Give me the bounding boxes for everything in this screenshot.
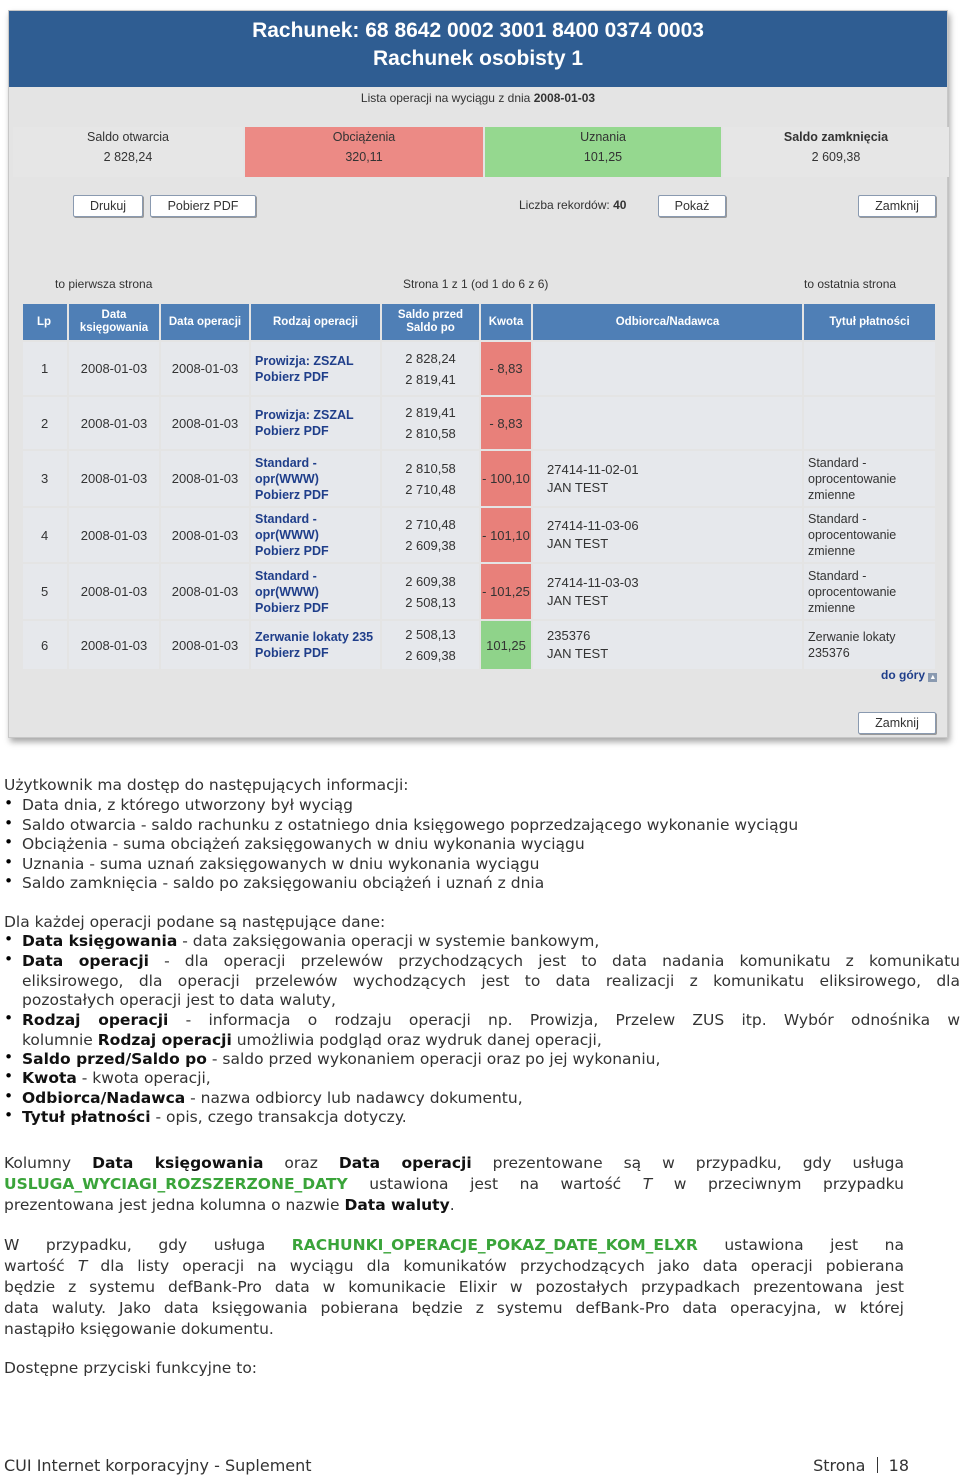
operation-date: 2008-01-03: [161, 397, 249, 449]
account-statement-screenshot: [8, 10, 948, 738]
field-term: Kwota: [22, 1069, 77, 1087]
summary-cell: [13, 127, 243, 177]
paragraph-dates: [4, 1236, 904, 1341]
booking-date: 2008-01-03: [69, 451, 159, 506]
get-pdf-button[interactable]: Pobierz PDF: [150, 195, 256, 217]
field-description: umożliwia podgląd oraz wydruk danej operacji,: [231, 1030, 602, 1049]
field-description: - saldo przed wykonaniem operacji oraz po jej wykonaniu,: [206, 1050, 661, 1068]
payment-title-line: oprocentowanie: [808, 584, 897, 599]
field-term: Data księgowania: [22, 932, 178, 950]
field-description: kolumnie: [22, 1030, 98, 1049]
p1-text-c: oraz: [263, 1154, 339, 1172]
operation-field-item: [22, 1069, 960, 1089]
list-header-prefix: Lista operacji na wyciągu z dnia: [360, 91, 531, 105]
payment-title-cell: [804, 342, 935, 395]
p2-text-a: W przypadku, gdy usługa: [4, 1236, 292, 1254]
party-line: 27414-11-02-01: [547, 461, 639, 477]
balance-cell: [382, 564, 479, 619]
payment-title-line: Standard -: [808, 455, 867, 470]
p1-bold-1: Data księgowania: [92, 1154, 264, 1172]
summary-value: 2 609,38: [811, 150, 861, 164]
p1-text-h: .: [449, 1196, 455, 1214]
row-number: 1: [23, 342, 67, 395]
balance-after: 2 609,38: [405, 648, 456, 663]
party-cell: [533, 451, 802, 506]
payment-title-line: zmienne: [808, 487, 856, 502]
last-page-link[interactable]: to ostatnia strona: [804, 277, 897, 291]
operation-type-cell: [251, 621, 380, 669]
amount-cell: - 101,25: [481, 564, 531, 619]
payment-title-cell: [804, 621, 935, 669]
field-description: - data zaksięgowania operacji w systemie bankowym,: [177, 932, 600, 950]
column-header: Odbiorca/Nadawca: [533, 304, 802, 340]
operation-type-cell: [251, 564, 380, 619]
field-description: - kwota operacji,: [76, 1069, 211, 1087]
payment-title-line: zmienne: [808, 544, 856, 558]
party-line: 235376: [547, 628, 591, 643]
p1-bold-2: Data operacji: [338, 1154, 472, 1172]
payment-title-line: Zerwanie lokaty: [808, 630, 896, 644]
summary-value: 101,25: [583, 150, 623, 164]
doc-intro: Użytkownik ma dostęp do następujących informacji:: [4, 776, 409, 794]
balance-cell: [382, 451, 479, 506]
get-pdf-link[interactable]: Pobierz PDF: [255, 544, 329, 558]
column-header: Tytuł płatności: [804, 304, 935, 340]
ops-intro: Dla każdej operacji podane są następujące dane:: [4, 913, 386, 931]
column-header: Lp: [23, 304, 67, 340]
operation-type-cell: [251, 508, 380, 562]
party-line: JAN TEST: [547, 479, 609, 495]
field-description: pozostałych operacji jest to data waluty,: [22, 991, 336, 1009]
payment-title-line: oprocentowanie: [808, 471, 897, 486]
column-header: Rodzaj operacji: [251, 304, 380, 340]
bullet-icon: •: [4, 813, 14, 832]
operation-type-link[interactable]: opr(WWW): [255, 528, 319, 542]
buttons-intro: Dostępne przyciski funkcyjne to:: [4, 1359, 258, 1377]
party-cell: [533, 397, 802, 449]
footer-title: CUI Internet korporacyjny - Suplement: [4, 1456, 312, 1475]
balance-before: 2 609,38: [405, 573, 456, 589]
p1-service-name: USLUGA_WYCIAGI_ROZSZERZONE_DATY: [4, 1175, 348, 1193]
column-header: Data księgowania: [69, 304, 159, 340]
p2-line-4: data waluty. Jako data księgowania pobierana będzie z systemu defBank-Pro data operacyjna, w której: [4, 1299, 904, 1317]
footer-page: [813, 1456, 909, 1475]
bullet-icon: •: [4, 1087, 14, 1105]
p2-text-d: dla listy operacji na wyciągu dla komunikatów przychodzących jako data operacji pobierana: [87, 1257, 904, 1275]
bullet-icon: •: [4, 872, 14, 890]
operation-type-link[interactable]: opr(WWW): [255, 584, 319, 599]
row-number: 4: [23, 508, 67, 562]
summary-value: 320,11: [345, 150, 383, 164]
payment-title-cell: [804, 451, 935, 506]
column-header: Kwota: [481, 304, 531, 340]
booking-date: 2008-01-03: [69, 342, 159, 395]
party-line: JAN TEST: [547, 646, 609, 661]
footer-page-label: Strona: [813, 1456, 866, 1475]
summary-label: Obciążenia: [332, 130, 396, 144]
print-button[interactable]: Drukuj: [73, 195, 143, 217]
balance-after: 2 710,48: [405, 481, 456, 497]
balance-cell: [382, 397, 479, 449]
summary-label: Uznania: [580, 130, 626, 144]
operation-type-cell: [251, 397, 380, 449]
list-header-date: 2008-01-03: [533, 91, 596, 105]
operation-field-item: [22, 1108, 960, 1128]
balance-cell: [382, 342, 479, 395]
get-pdf-link[interactable]: Pobierz PDF: [255, 369, 329, 384]
close-button-top[interactable]: Zamknij: [858, 195, 936, 217]
p2-line-3: będzie z systemu defBank-Pro data w komunikacie Elixir w pozostałych przypadkach prezentowana jest: [4, 1278, 904, 1296]
footer-page-number: 18: [888, 1456, 909, 1475]
field-description: - opis, czego transakcja dotyczy.: [150, 1108, 407, 1126]
records-label: Liczba rekordów:: [519, 198, 610, 212]
operation-type-link[interactable]: Zerwanie lokaty 235: [255, 630, 374, 644]
p1-text-d: prezentowane są w przypadku, gdy usługa: [471, 1154, 904, 1172]
field-description: - informacja o rodzaju operacji np. Prowizja, Przelew ZUS itp. Wybór odnośnika w: [168, 1011, 960, 1029]
info-bullet: Data dnia, z którego utworzony był wyciąg: [22, 796, 354, 814]
bullet-icon: •: [4, 1106, 14, 1124]
bullet-icon: •: [4, 1067, 14, 1085]
operation-type-link[interactable]: Prowizja: ZSZAL: [255, 408, 354, 422]
p1-text-g: prezentowana jest jedna kolumna o nazwie: [4, 1196, 345, 1214]
party-line: 27414-11-03-03: [547, 574, 639, 590]
account-number: Rachunek: 68 8642 0002 3001 8400 0374 0003: [252, 19, 704, 42]
bullet-icon: •: [4, 950, 14, 968]
get-pdf-link[interactable]: Pobierz PDF: [255, 600, 329, 615]
summary-cell: [245, 127, 483, 177]
party-line: 27414-11-03-06: [547, 518, 639, 533]
balance-after: 2 819,41: [405, 371, 456, 387]
payment-title-line: zmienne: [808, 600, 856, 615]
bullet-icon: •: [4, 1048, 14, 1066]
row-number: 3: [23, 451, 67, 506]
operation-field-item: [22, 1011, 960, 1050]
first-page-link[interactable]: to pierwsza strona: [55, 277, 153, 291]
operation-type-link[interactable]: Standard -: [255, 455, 317, 470]
payment-title-cell: [804, 397, 935, 449]
close-button-bottom[interactable]: Zamknij: [858, 712, 936, 734]
p1-text-a: Kolumny: [4, 1154, 93, 1172]
booking-date: 2008-01-03: [69, 621, 159, 669]
show-button[interactable]: Pokaż: [658, 195, 726, 217]
info-bullet: Saldo otwarcia - saldo rachunku z ostatniego dnia księgowego poprzedzającego wykonanie wyciągu: [22, 815, 799, 834]
payment-title-line: Standard -: [808, 568, 867, 583]
operation-date: 2008-01-03: [161, 451, 249, 506]
operation-field-item: [22, 932, 960, 952]
field-term: Rodzaj operacji: [97, 1030, 232, 1049]
account-title-bar: [9, 11, 947, 87]
field-term: Rodzaj operacji: [22, 1011, 169, 1029]
party-cell: [533, 564, 802, 619]
records-value[interactable]: 40: [613, 198, 627, 212]
field-description: - dla operacji przelewów przychodzących jest to data nadania komunikatu z komunikatu: [148, 952, 960, 970]
operation-field-item: [22, 1050, 960, 1070]
operation-date: 2008-01-03: [161, 621, 249, 669]
party-line: JAN TEST: [547, 592, 609, 608]
field-term: Data operacji: [22, 952, 149, 970]
balance-after: 2 508,13: [405, 594, 456, 610]
summary-label: Saldo otwarcia: [87, 130, 169, 144]
info-bullet: Obciążenia - suma obciążeń zaksięgowanych w dniu wykonania wyciągu: [22, 835, 585, 853]
bullet-icon: •: [4, 1009, 14, 1027]
operation-type-link[interactable]: Standard -: [255, 512, 317, 526]
payment-title-cell: [804, 564, 935, 619]
booking-date: 2008-01-03: [69, 397, 159, 449]
party-cell: [533, 621, 802, 669]
info-bullet: Saldo zamknięcia - saldo po zaksięgowaniu obciążeń i uznań z dnia: [22, 874, 545, 892]
p2-line-5: nastąpiło księgowanie dokumentu.: [4, 1320, 274, 1338]
bullet-icon: •: [4, 930, 14, 948]
triangle-up-icon: ▲: [929, 674, 937, 681]
p1-bold-3: Data waluty: [344, 1196, 450, 1214]
operation-date: 2008-01-03: [161, 508, 249, 562]
summary-cell: [485, 127, 721, 177]
balance-after: 2 609,38: [405, 538, 456, 553]
operation-type-link[interactable]: opr(WWW): [255, 471, 319, 486]
balance-cell: [382, 508, 479, 562]
field-term: Saldo przed/Saldo po: [22, 1050, 207, 1068]
bullet-icon: •: [4, 833, 14, 851]
summary-value: 2 828,24: [103, 150, 153, 164]
operation-type-link[interactable]: Standard -: [255, 568, 317, 583]
p1-text-f: w przeciwnym przypadku: [652, 1175, 905, 1193]
bullet-icon: •: [4, 852, 14, 871]
operation-field-item: [22, 1089, 960, 1109]
booking-date: 2008-01-03: [69, 564, 159, 619]
balance-before: 2 819,41: [405, 405, 456, 420]
operation-type-cell: [251, 451, 380, 506]
back-to-top-link[interactable]: [881, 668, 937, 682]
column-header: Saldo przed Saldo po: [382, 304, 479, 340]
operation-type-cell: [251, 342, 380, 395]
get-pdf-link[interactable]: Pobierz PDF: [255, 424, 329, 438]
balance-after: 2 810,58: [405, 426, 456, 441]
p2-value-t: T: [77, 1257, 88, 1275]
footer-divider: [877, 1457, 878, 1473]
p1-text-e: ustawiona jest na wartość: [347, 1175, 643, 1193]
party-line: JAN TEST: [547, 536, 609, 551]
list-header: [9, 91, 947, 105]
field-term: Tytuł płatności: [22, 1108, 151, 1126]
amount-cell: - 101,10: [481, 508, 531, 562]
booking-date: 2008-01-03: [69, 508, 159, 562]
page-info: Strona 1 z 1 (od 1 do 6 z 6): [403, 277, 549, 291]
payment-title-cell: [804, 508, 935, 562]
bullet-icon: •: [4, 794, 14, 812]
p2-service-name: RACHUNKI_OPERACJE_POKAZ_DATE_KOM_ELXR: [291, 1236, 698, 1254]
balance-cell: [382, 621, 479, 669]
operation-date: 2008-01-03: [161, 342, 249, 395]
amount-cell: - 8,83: [481, 342, 531, 395]
party-cell: [533, 342, 802, 395]
records-count: [519, 198, 626, 212]
row-number: 2: [23, 397, 67, 449]
field-description: eliksirowego, dla operacji przelewów wychodzących jest to data realizacji z komunikatu eliksirowego, dla: [22, 971, 960, 990]
p1-value-t: T: [642, 1175, 653, 1193]
page-footer: [4, 1456, 909, 1475]
row-number: 6: [23, 621, 67, 669]
paragraph-columns: [4, 1154, 904, 1217]
balance-before: 2 508,13: [405, 627, 456, 642]
operation-date: 2008-01-03: [161, 564, 249, 619]
amount-cell: - 8,83: [481, 397, 531, 449]
back-to-top-label: do góry: [881, 668, 925, 682]
column-header: Data operacji: [161, 304, 249, 340]
summary-label: Saldo zamknięcia: [783, 130, 889, 144]
get-pdf-link[interactable]: Pobierz PDF: [255, 487, 329, 502]
info-bullet: Uznania - suma uznań zaksięgowanych w dniu wykonania wyciągu: [22, 854, 540, 873]
amount-cell: 101,25: [481, 621, 531, 669]
row-number: 5: [23, 564, 67, 619]
p2-text-b: ustawiona jest na: [697, 1236, 905, 1254]
balance-before: 2 710,48: [405, 517, 456, 532]
summary-cell: [723, 127, 949, 177]
operation-field-item: [22, 952, 960, 1011]
account-name: Rachunek osobisty 1: [372, 47, 584, 70]
payment-title-line: Standard -: [808, 512, 867, 526]
party-cell: [533, 508, 802, 562]
balance-before: 2 828,24: [405, 350, 456, 366]
field-term: Odbiorca/Nadawca: [22, 1089, 186, 1107]
balance-before: 2 810,58: [405, 460, 456, 476]
field-description: - nazwa odbiorcy lub nadawcy dokumentu,: [185, 1089, 523, 1107]
operation-type-link[interactable]: Prowizja: ZSZAL: [255, 353, 354, 368]
p2-text-c: wartość: [4, 1257, 78, 1275]
get-pdf-link[interactable]: Pobierz PDF: [255, 646, 329, 660]
payment-title-line: oprocentowanie: [808, 528, 897, 542]
payment-title-line: 235376: [808, 646, 850, 660]
amount-cell: - 100,10: [481, 451, 531, 506]
